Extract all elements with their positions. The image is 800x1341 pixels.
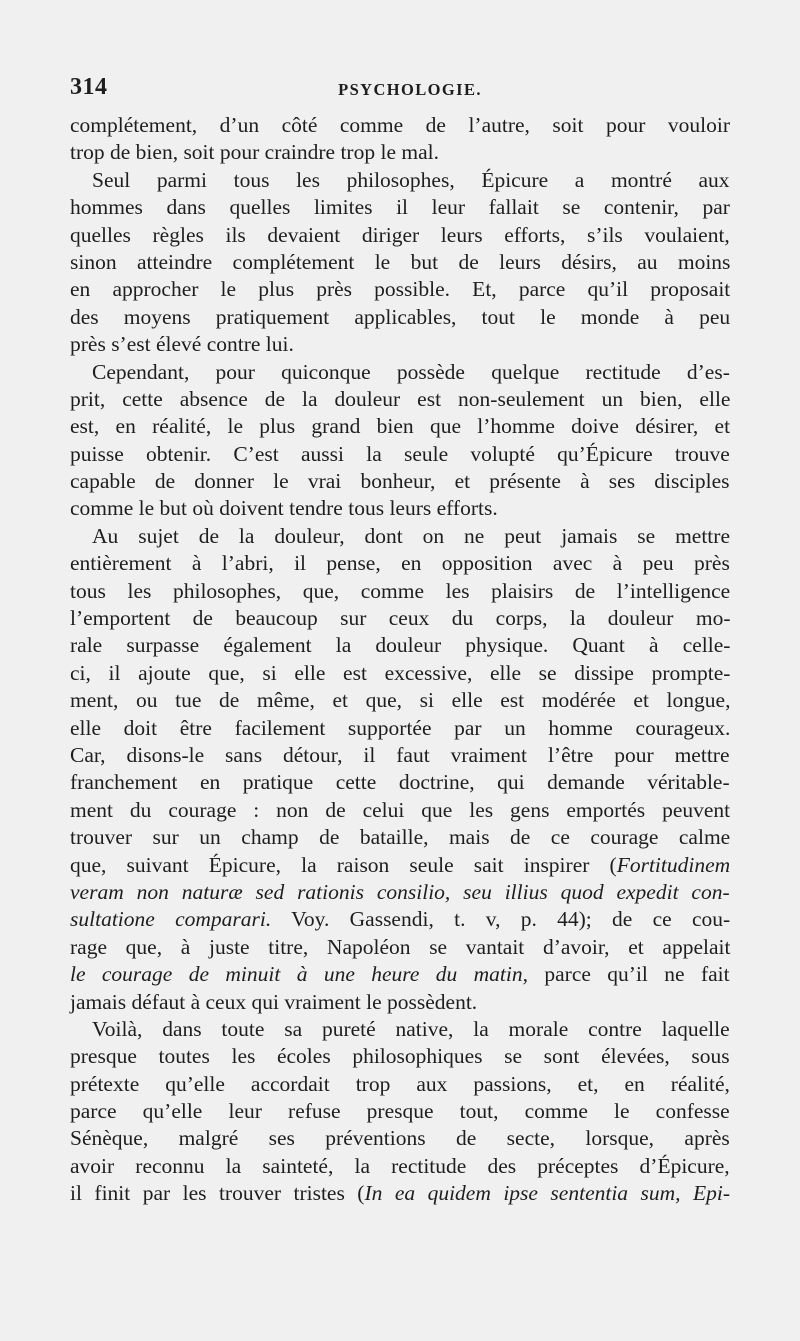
text-line bbox=[70, 906, 730, 933]
text-line: rage que, à juste titre, Napoléon se vantait d’avoir, et appelait bbox=[70, 934, 731, 959]
text-line bbox=[70, 852, 730, 879]
text-line: comme le but où doivent tendre tous leurs efforts. bbox=[70, 496, 498, 521]
text-run: que, suivant Épicure, la raison seule sait inspirer ( bbox=[70, 852, 617, 877]
text-line: quelles règles ils devaient diriger leurs efforts, s’ils voulaient, bbox=[70, 222, 730, 247]
paragraph bbox=[70, 1016, 730, 1208]
latin-quotation: veram non naturæ sed rationis consilio, seu illius quod expedit con- bbox=[70, 879, 730, 904]
text-line: ci, il ajoute que, si elle est excessive, elle se dissipe prompte- bbox=[70, 660, 731, 685]
text-line: trouver sur un champ de bataille, mais de ce courage calme bbox=[70, 825, 731, 850]
text-line: complétement, d’un côté comme de l’autre, soit pour vouloir bbox=[70, 113, 731, 137]
text-line: ment, ou tue de même, et que, si elle est modérée et longue, bbox=[70, 688, 731, 713]
text-run: il finit par les trouver tristes ( bbox=[70, 1181, 365, 1206]
text-line: Car, disons-le sans détour, il faut vraiment l’être pour mettre bbox=[70, 742, 730, 767]
text-line: parce qu’elle leur refuse presque tout, comme le confesse bbox=[70, 1099, 730, 1124]
page-number: 314 bbox=[70, 74, 108, 100]
text-line: presque toutes les écoles philosophiques se sont élevées, sous bbox=[70, 1044, 730, 1069]
text-line: Au sujet de la douleur, dont on ne peut jamais se mettre bbox=[92, 523, 730, 548]
latin-quotation: Fortitudinem bbox=[616, 852, 731, 877]
paragraph bbox=[70, 167, 730, 359]
text-line: entièrement à l’abri, il pense, en opposition avec à peu près bbox=[70, 551, 730, 576]
text-line: l’emportent de beaucoup sur ceux du corps, la douleur mo- bbox=[70, 606, 731, 631]
latin-quotation: sultatione comparari. bbox=[70, 907, 272, 932]
text-line: puisse obtenir. C’est aussi la seule volupté qu’Épicure trouve bbox=[70, 441, 730, 466]
text-line bbox=[70, 879, 730, 906]
text-line: hommes dans quelles limites il leur fallait se contenir, par bbox=[70, 195, 730, 220]
text-line: rale surpasse également la douleur physique. Quant à celle- bbox=[70, 633, 731, 658]
text-run: parce qu’il ne fait bbox=[528, 962, 730, 987]
latin-quotation: In ea quidem ipse sententia sum, Epi- bbox=[364, 1181, 731, 1206]
text-line: avoir reconnu la sainteté, la rectitude des préceptes d’Épicure, bbox=[70, 1153, 730, 1178]
text-line: Cependant, pour quiconque possède quelque rectitude d’es- bbox=[92, 359, 730, 384]
text-line: tous les philosophes, que, comme les plaisirs de l’intelligence bbox=[70, 578, 731, 603]
text-line: est, en réalité, le plus grand bien que l’homme doive désirer, et bbox=[70, 414, 731, 439]
text-line bbox=[70, 1180, 730, 1207]
text-line: capable de donner le vrai bonheur, et présente à ses disciples bbox=[70, 469, 730, 494]
text-line: Seul parmi tous les philosophes, Épicure a montré aux bbox=[92, 167, 730, 192]
text-line: près s’est élevé contre lui. bbox=[70, 332, 294, 357]
text-run: Voy. Gassendi, t. v, p. 44); de ce cou- bbox=[271, 907, 731, 932]
text-line: sinon atteindre complétement le but de leurs désirs, au moins bbox=[70, 249, 731, 274]
paragraph bbox=[70, 523, 730, 1016]
text-line: jamais défaut à ceux qui vraiment le possèdent. bbox=[70, 989, 478, 1014]
text-line: Sénèque, malgré ses préventions de secte, lorsque, après bbox=[70, 1126, 730, 1151]
text-line: en approcher le plus près possible. Et, parce qu’il proposait bbox=[70, 277, 731, 302]
text-line: elle doit être facilement supportée par un homme courageux. bbox=[70, 715, 731, 740]
text-line: franchement en pratique cette doctrine, qui demande véritable- bbox=[70, 770, 730, 795]
text-line bbox=[70, 961, 730, 988]
text-line: trop de bien, soit pour craindre trop le mal. bbox=[70, 140, 439, 165]
text-line: ment du courage : non de celui que les gens emportés peuvent bbox=[70, 797, 731, 822]
italic-phrase: le courage de minuit à une heure du matin, bbox=[70, 962, 529, 987]
text-line: prétexte qu’elle accordait trop aux passions, et, en réalité, bbox=[70, 1071, 730, 1096]
body-text bbox=[70, 112, 730, 1208]
text-line: prit, cette absence de la douleur est non-seulement un bien, elle bbox=[70, 386, 731, 411]
text-line: Voilà, dans toute sa pureté native, la morale contre laquelle bbox=[92, 1016, 730, 1041]
paragraph bbox=[70, 112, 730, 167]
paragraph bbox=[70, 359, 730, 523]
text-line: des moyens pratiquement applicables, tout le monde à peu bbox=[70, 304, 731, 329]
page-header bbox=[70, 74, 730, 106]
running-title: PSYCHOLOGIE. bbox=[338, 80, 482, 99]
